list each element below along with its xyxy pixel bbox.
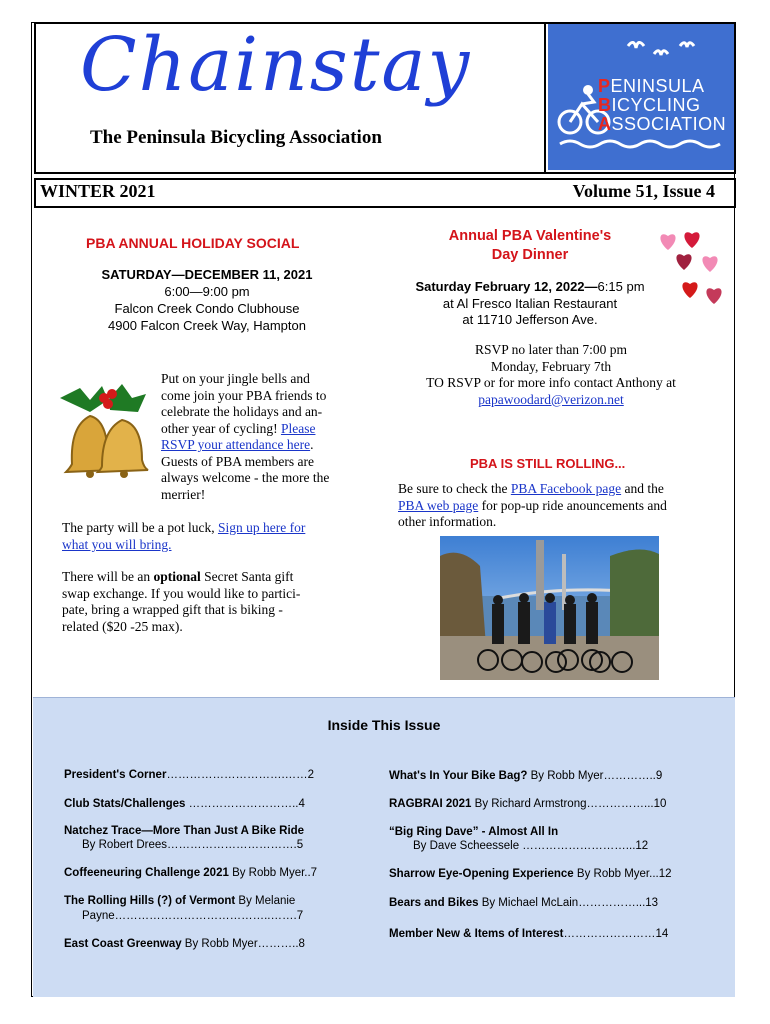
valentine-rsvp [398,342,704,408]
santa-text: There will be an [62,569,154,584]
secret-santa-text [62,569,362,635]
toc-heading: Inside This Issue [327,717,441,733]
valentine-heading [400,227,660,265]
pba-web-link[interactable]: PBA web page [398,497,479,513]
santa-line: swap exchange. If you would like to partici- [62,585,301,601]
valentine-address: at 11710 Jefferson Ave. [462,312,598,327]
issue-volume: Volume 51, Issue 4 [572,181,715,201]
holiday-body-line: celebrate the holidays and an- [161,404,323,419]
holiday-details [40,266,374,334]
toc-item[interactable]: RAGBRAI 2021 By Richard Armstrong……………...10 [389,798,667,810]
logo-text-bicycling: ICYCLING [611,95,701,115]
holiday-address: 4900 Falcon Creek Way, Hampton [108,318,306,333]
holiday-body-line: other year of cycling! [161,420,281,436]
valentine-heading-line1: Annual PBA Valentine's [448,228,612,244]
rolling-text-line: other information. [398,514,497,529]
newsletter-title: Chainstay [80,22,472,108]
santa-text: Secret Santa gift [200,569,294,584]
holiday-time: 6:00—9:00 pm [164,284,250,299]
toc-item[interactable]: The Rolling Hills (?) of Vermont By Melanie [64,895,296,907]
holiday-date: SATURDAY—DECEMBER 11, 2021 [101,267,313,282]
rsvp-date: Monday, February 7th [490,358,612,374]
rolling-heading: PBA IS STILL ROLLING... [470,456,626,471]
toc-item[interactable]: Bears and Bikes By Michael McLain……………...13 [389,897,659,909]
toc-item[interactable]: Natchez Trace—More Than Just A Bike Ride [64,825,305,837]
holiday-body [161,371,361,503]
holly-bells-icon [50,372,158,480]
signup-link-part2[interactable]: what you will bring. [62,537,172,552]
toc-item[interactable]: President's Corner………………………….……2 [64,769,315,781]
toc-item[interactable]: Coffeeneuring Challenge 2021 By Robb Myer..7 [64,867,318,879]
logo-text-association: SSOCIATION [611,114,727,134]
holiday-body-line: Put on your jingle bells and [161,371,310,386]
pba-logo [548,24,734,170]
valentine-date: Saturday February 12, 2022— [415,279,598,294]
rolling-text-part: Be sure to check the [398,481,511,496]
potluck-text [62,519,362,553]
toc-item[interactable]: “Big Ring Dave” - Almost All In [389,826,559,838]
holiday-heading: PBA ANNUAL HOLIDAY SOCIAL [86,235,300,251]
toc-item-byline[interactable]: By Dave Scheessele ………………………...12 [413,840,649,852]
rsvp-email-link[interactable]: papawoodard@verizon.net [478,391,624,407]
logo-cap-b: B [598,95,612,115]
toc-item[interactable]: East Coast Greenway By Robb Myer………..8 [64,938,305,950]
rsvp-link-part2[interactable]: RSVP your attendance here [161,437,311,452]
valentine-heading-line2: Day Dinner [491,247,569,263]
issue-season: WINTER 2021 [40,181,156,201]
logo-cap-p: P [598,76,611,96]
logo-text-peninsula: ENINSULA [610,76,705,96]
toc-item-byline[interactable]: Payne…………………………………..…….7 [82,910,304,922]
toc-item[interactable]: Sharrow Eye-Opening Experience By Robb Myer...12 [389,868,672,880]
valentine-time: 6:15 pm [597,279,645,294]
rsvp-deadline: RSVP no later than 7:00 pm [474,342,628,357]
rolling-text-part: for pop-up ride anouncements and [478,497,667,513]
toc-item-byline[interactable]: By Robert Drees…………………………….5 [82,839,304,851]
facebook-link[interactable]: PBA Facebook page [510,481,622,496]
rolling-text [398,481,708,531]
logo-cap-a: A [598,114,612,134]
santa-optional: optional [153,569,201,584]
holiday-body-line: come join your PBA friends to [161,387,327,403]
santa-line: pate, bring a wrapped gift that is biking - [62,602,283,617]
holiday-body-punct: . [310,437,314,452]
rsvp-contact: TO RSVP or for more info contact Anthony at [426,375,676,390]
holiday-body-line: merrier! [161,486,206,502]
valentine-place: at Al Fresco Italian Restaurant [442,295,618,311]
rolling-text-part: and the [621,481,664,496]
toc-item[interactable]: Member New & Items of Interest……………………14 [389,928,669,940]
rsvp-link-part1[interactable]: Please [280,420,316,436]
toc-item[interactable]: Club Stats/Challenges ………………………..4 [64,798,305,810]
potluck-intro: The party will be a pot luck, [62,520,218,535]
group-ride-photo [440,536,659,680]
holiday-body-line: always welcome - the more the [161,470,330,485]
newsletter-subtitle: The Peninsula Bicycling Association [90,127,382,148]
holiday-body-line: Guests of PBA members are [161,453,314,469]
santa-line: related ($20 -25 max). [62,618,183,634]
holiday-place: Falcon Creek Condo Clubhouse [114,301,300,316]
toc-item[interactable]: What's In Your Bike Bag? By Robb Myer…………..9 [389,770,663,782]
valentine-details [395,279,665,329]
signup-link-part1[interactable]: Sign up here for [217,520,306,535]
